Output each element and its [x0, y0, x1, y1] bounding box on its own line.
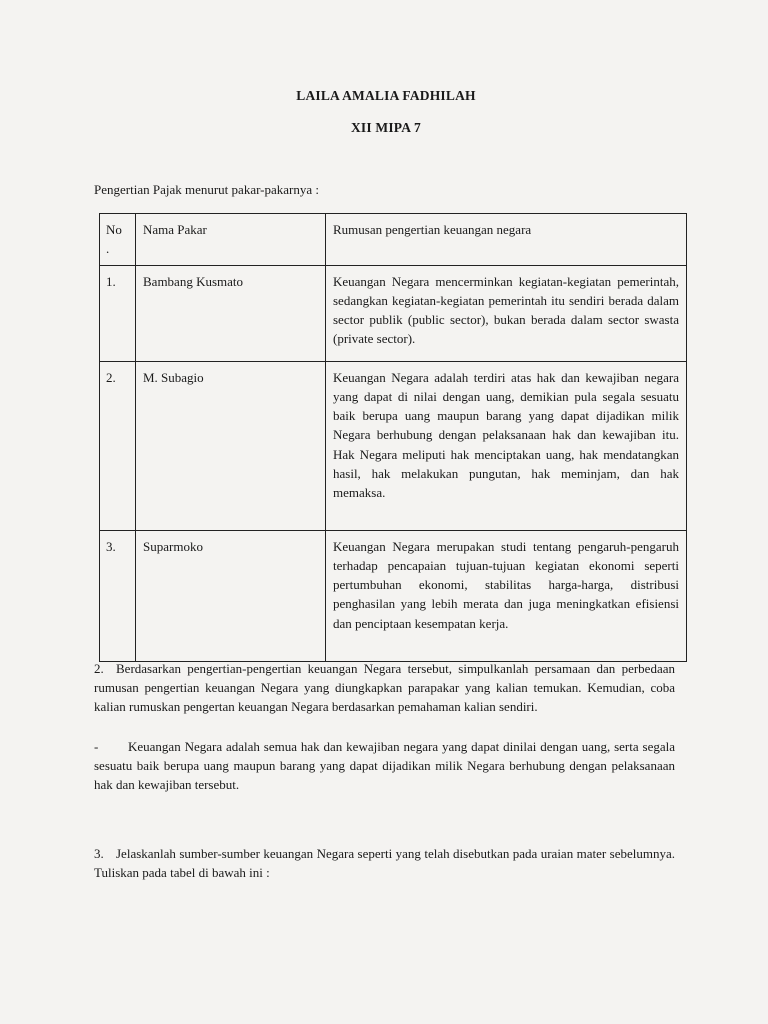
question-3 [94, 844, 675, 882]
header-no: No . [100, 214, 136, 266]
table-row [100, 361, 687, 530]
author-name: LAILA AMALIA FADHILAH [296, 88, 476, 103]
answer-2 [94, 737, 675, 794]
question-3-text: Jelaskanlah sumber-sumber keuangan Negara seperti yang telah disebutkan pada uraian mater sebelumnya. Tuliskan pada tabel di bawah ini : [94, 846, 675, 880]
author-class: XII MIPA 7 [350, 120, 421, 135]
question-2 [94, 659, 675, 716]
row-expert-name: M. Subagio [136, 361, 326, 530]
table-row [100, 265, 687, 361]
row-expert-name: Suparmoko [136, 530, 326, 661]
question-2-text: Berdasarkan pengertian-pengertian keuangan Negara tersebut, simpulkanlah persamaan dan perbedaan rumusan pengertian keuangan Negara yang diungkapkan parapakar yang kalian temukan. Kemudian, coba kalian rumuskan pengertan keuangan Negara berdasarkan pemahaman kalian sendiri. [94, 661, 675, 714]
question-2-number: 2. [94, 661, 104, 676]
row-definition: Keuangan Negara mencerminkan kegiatan-kegiatan pemerintah, sedangkan kegiatan-kegiatan pemerintah itu sendiri berada dalam sector publik (public sector), bukan berada dalam sector swasta (private sector). [326, 265, 687, 361]
expert-definitions-table [99, 213, 687, 662]
row-expert-name: Bambang Kusmato [136, 265, 326, 361]
row-definition: Keuangan Negara merupakan studi tentang pengaruh-pengaruh terhadap pencapaian tujuan-tujuan kegiatan ekonomi seperti pertumbuhan ekonomi, stabilitas harga-harga, distribusi penghasilan yang lebih merata dan juga meningkatkan efisiensi dan penciptaan kesempatan kerja. [326, 530, 687, 661]
header-name: Nama Pakar [136, 214, 326, 266]
row-definition: Keuangan Negara adalah terdiri atas hak dan kewajiban negara yang dapat di nilai dengan uang, demikian pula segala sesuatu baik berupa uang maupun barang yang dapat dijadikan milik Negara berhubung dengan pelaksanaan hak dan kewajiban itu. Hak Negara meliputi hak menciptakan uang, hak mendatangkan hasil, hak melakukan pungutan, hak meminjam, dan hak memaksa. [326, 361, 687, 530]
row-number: 2. [100, 361, 136, 530]
table-row [100, 530, 687, 661]
header-definition: Rumusan pengertian keuangan negara [326, 214, 687, 266]
table-header-row [100, 214, 687, 266]
question-3-number: 3. [94, 846, 104, 861]
answer-2-bullet: - [94, 739, 99, 754]
intro-text: Pengertian Pajak menurut pakar-pakarnya : [94, 182, 319, 197]
answer-2-text: Keuangan Negara adalah semua hak dan kewajiban negara yang dapat dinilai dengan uang, serta segala sesuatu baik berupa uang maupun barang yang dapat dijadikan milik Negara berhubung dengan pelaksanaan hak dan kewajiban tersebut. [94, 739, 675, 792]
row-number: 3. [100, 530, 136, 661]
row-number: 1. [100, 265, 136, 361]
